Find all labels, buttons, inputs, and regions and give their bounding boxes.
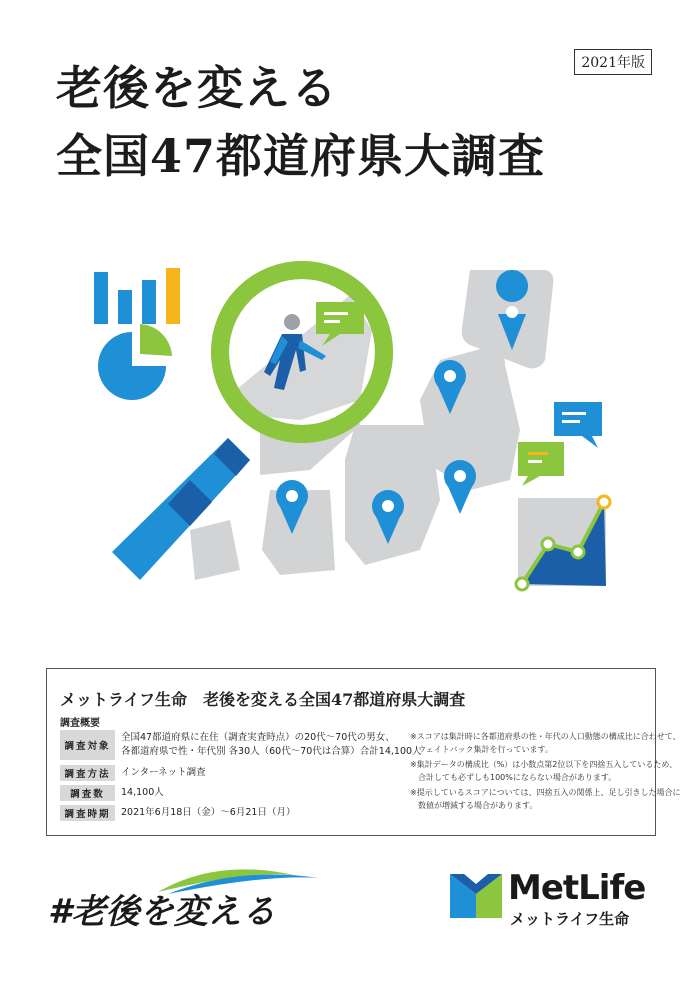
line-chart-icon	[516, 496, 610, 590]
survey-row-value-target-2: 各都道府県で性・年代別 各30人（60代〜70代は合算）合計14,100人	[121, 746, 422, 757]
page-title-line2: 全国47都道府県大調査	[56, 129, 546, 183]
survey-row-label-count: 調査数	[60, 785, 115, 801]
survey-row-label-period: 調査時期	[60, 805, 115, 821]
survey-row-value-target-1: 全国47都道府県に在住（調査実査時点）の20代〜70代の男女、	[121, 732, 395, 743]
brand-name-jp: メットライフ生命	[510, 910, 630, 928]
bar-chart-icon	[94, 268, 180, 324]
survey-note-1: ※スコアは集計時に各都道府県の性・年代の人口動態の構成比に合わせて、	[410, 732, 681, 741]
survey-note-3: ※集計データの構成比（%）は小数点第2位以下を四捨五入しているため、	[410, 760, 678, 769]
map-pin-icon-3	[444, 460, 476, 514]
survey-note-5: ※提示しているスコアについては、四捨五入の関係上、足し引きした場合に	[410, 788, 681, 797]
metlife-logo-icon	[450, 870, 502, 918]
survey-row-value-count: 14,100人	[121, 787, 164, 798]
edition-badge: 2021年版	[574, 49, 652, 75]
survey-title: メットライフ生命 老後を変える全国47都道府県大調査	[60, 690, 466, 709]
survey-row-value-method: インターネット調査	[121, 767, 206, 778]
pie-chart-icon	[98, 324, 172, 400]
speech-bubble-icon-2	[554, 402, 602, 448]
survey-row-label-method: 調査方法	[60, 765, 115, 781]
cover-illustration	[0, 250, 700, 610]
page-title-line1: 老後を変える	[56, 61, 338, 115]
survey-row-value-period: 2021年6月18日（金）〜6月21日（月）	[121, 807, 296, 818]
survey-note-4: 合計しても必ずしも100%にならない場合があります。	[410, 773, 617, 782]
brand-name: MetLife	[508, 868, 646, 908]
slogan-logo	[48, 862, 308, 942]
survey-row-label-target: 調査対象	[60, 730, 115, 760]
survey-subtitle: 調査概要	[60, 718, 100, 729]
speech-bubble-icon-3	[518, 442, 564, 486]
slogan-text: #老後を変える	[48, 892, 276, 932]
survey-note-2: ウェイトバック集計を行っています。	[410, 745, 553, 754]
survey-note-6: 数値が増減する場合があります。	[410, 801, 538, 810]
